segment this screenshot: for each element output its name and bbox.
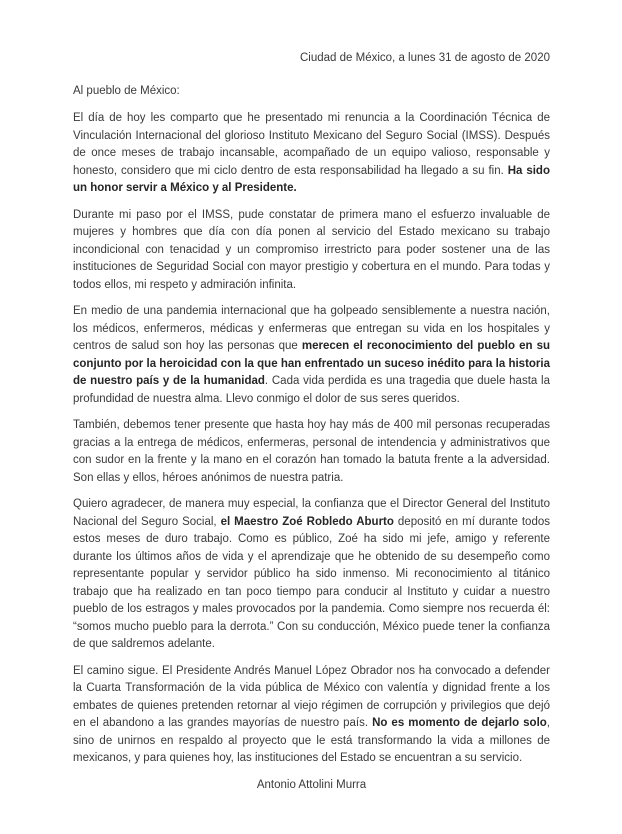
- bold-text-run: merecen el reconocimiento del pueblo en su conjunto por la heroicidad con la que han enfrentado un suceso inédito para la historia de nuestro país y de la humanidad: [73, 340, 550, 387]
- text-run: depositó en mí durante todos estos meses de duro trabajo. Como es público, Zoé ha sido mi jefe, amigo y referente durante los últimos años de vida y el aprendizaje que he obtenido de su desempeño como representante popular y servidor público ha sido inmenso. Mi reconocimiento al titánico trabajo que ha realizado en tan poco tiempo para conducir al Instituto y cuidar a nuestro pueblo de los estragos y males provocados por la pandemia. Como siempre nos recuerda él: “somos mucho pueblo para la derrota.” Con su conducción, México puede tener la confianza de que saldremos adelante.: [73, 515, 550, 650]
- text-run: , sino de unirnos en respaldo al proyecto que le está transformando la vida a millones de mexicanos, y para quienes hoy, las instituciones del Estado se encuentran a su servicio.: [73, 717, 550, 764]
- text-run: También, debemos tener presente que hasta hoy hay más de 400 mil personas recuperadas gracias a la entrega de médicos, enfermeras, personal de intendencia y administrativos que con sudor en la frente y la mano en el corazón han tomado la batuta frente a la adversidad. Son ellas y ellos, héroes anónimos de nuestra patria.: [73, 419, 550, 484]
- paragraph: [73, 417, 550, 487]
- signature-name: Antonio Attolini Murra: [256, 778, 367, 791]
- paragraph: [73, 110, 550, 198]
- text-run: El camino sigue. El Presidente Andrés Manuel López Obrador nos ha convocado a defender la Cuarta Transformación de la vida pública de México con valentía y dignidad frente a los embates de quienes pretenden retornar al viejo régimen de corrupción y privilegios que dejó en el abandono a las grandes mayorías de nuestro país.: [73, 664, 550, 729]
- paragraph: [73, 207, 550, 295]
- paragraph: [73, 303, 550, 408]
- bold-text-run: el Maestro Zoé Robledo Aburto: [220, 515, 394, 528]
- text-run: . Cada vida perdida es una tragedia que duele hasta la profundidad de nuestra alma. Llevo conmigo el dolor de sus seres queridos.: [73, 375, 550, 405]
- text-run: En medio de una pandemia internacional que ha golpeado sensiblemente a nuestra nación, los médicos, enfermeros, médicas y enfermeras que entregan su vida en los hospitales y centros de salud son hoy las personas que: [73, 305, 550, 352]
- paragraph: [73, 496, 550, 654]
- paragraph: [73, 663, 550, 768]
- text-run: Quiero agradecer, de manera muy especial, la confianza que el Director General del Instituto Nacional del Seguro Social,: [73, 498, 550, 528]
- bold-text-run: Ha sido un honor servir a México y al Presidente.: [73, 164, 550, 194]
- text-run: El día de hoy les comparto que he presentado mi renuncia a la Coordinación Técnica de Vinculación Internacional del glorioso Instituto Mexicano del Seguro Social (IMSS). Después de once meses de trabajo incansable, acompañado de un equipo valioso, responsable y honesto, considero que mi ciclo dentro de esta responsabilidad ha llegado a su fin.: [73, 112, 550, 177]
- dateline: Ciudad de México, a lunes 31 de agosto de 2020: [300, 52, 550, 64]
- salutation: Al pueblo de México:: [73, 84, 180, 97]
- bold-text-run: No es momento de dejarlo solo: [372, 717, 547, 729]
- text-run: Durante mi paso por el IMSS, pude constatar de primera mano el esfuerzo invaluable de mujeres y hombres que día con día ponen al servicio del Estado mexicano su trabajo incondicional con tenacidad y un compromiso irrestricto para poder sostener una de las instituciones de Seguridad Social con mayor prestigio y cobertura en el mundo. Para todas y todos ellos, mi respeto y admiración infinita.: [73, 208, 550, 291]
- letter-body: [73, 110, 550, 768]
